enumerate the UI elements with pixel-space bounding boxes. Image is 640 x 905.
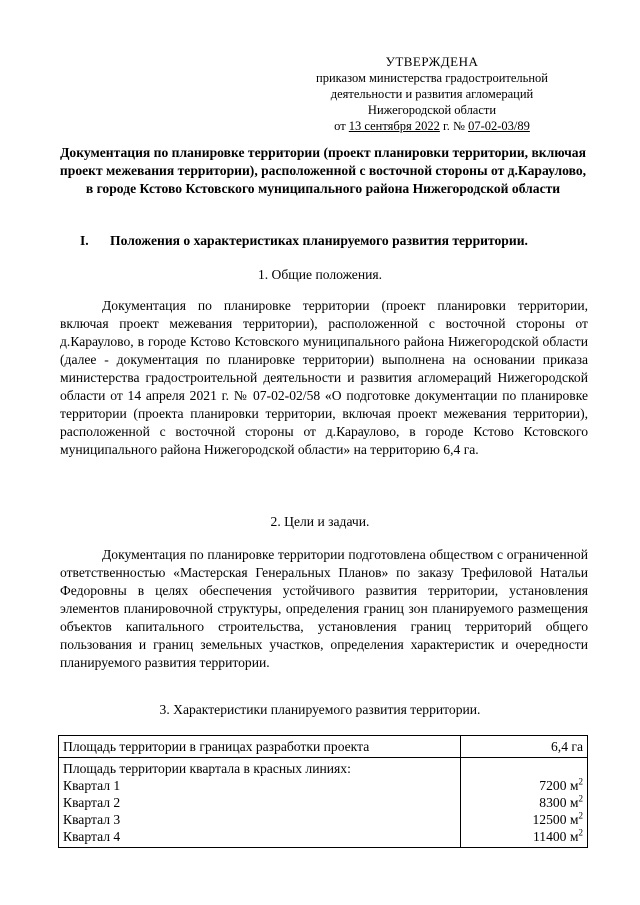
approval-date-suffix: г. №: [439, 119, 469, 133]
quarter-value-number: 11400: [533, 829, 567, 844]
table-cell-label: [59, 758, 461, 848]
quarter-value-unit: м: [569, 795, 579, 810]
approval-heading: УТВЕРЖДЕНА: [385, 54, 479, 69]
approval-date: 13 сентября 2022: [348, 119, 440, 133]
quarter-value: [465, 811, 583, 828]
subsection-characteristics: 3. Характеристики планируемого развития территории.: [159, 702, 481, 717]
quarter-label: Квартал 2: [63, 795, 121, 810]
document-title: Документация по планировке территории (проект планировки территории, включая проект межевания территории), расположенной с восточной стороны от д.Караулово, в городе Кстово Кстовского муниципального района Нижегородской области: [59, 145, 587, 196]
quarter-value-unit-sup: 2: [578, 827, 583, 838]
quarter-value-number: 7200: [539, 778, 567, 793]
approval-line-3: Нижегородской области: [367, 103, 497, 117]
paragraph-general: Документация по планировке территории (проект планировки территории, включая проект межевания территории), расположенной с восточной стороны от д.Караулово, в городе Кстово Кстовского муниципального района Нижегородской области (далее - документация по планировке территории) выполнена на основании приказа министерства градостроительной деятельности и развития агломераций Нижегородской области от 14 апреля 2021 г. № 07-02-02/58 «О подготовке документации по планировке территории (проекта планировки территории, включая проект межевания территории), расположенной с восточной стороны от д.Караулово, в городе Кстово Кстовского муниципального района Нижегородской области» на территорию 6,4 га.: [60, 298, 588, 457]
approval-date-prefix: от: [334, 119, 349, 133]
approval-stamp: [292, 54, 572, 134]
section-heading: [80, 233, 590, 249]
section-text: Положения о характеристиках планируемого развития территории.: [110, 233, 528, 248]
subsection-goals: 2. Цели и задачи.: [270, 514, 370, 529]
table-row: [59, 758, 588, 848]
table-cell-label: [59, 736, 461, 758]
quarter-value-unit-sup: 2: [578, 810, 583, 821]
quarter-label: Квартал 4: [63, 829, 121, 844]
quarter-value-unit-sup: 2: [578, 776, 583, 787]
quarter-value-number: 8300: [539, 795, 567, 810]
quarter-value-number: 12500: [532, 812, 567, 827]
row-value-total-area: 6,4 га: [551, 739, 583, 754]
quarter-label: Квартал 3: [63, 812, 121, 827]
table-row: [59, 736, 588, 758]
characteristics-table: [58, 735, 588, 848]
section-number: I.: [80, 233, 89, 248]
quarter-value: [465, 828, 583, 845]
table-cell-value: [461, 758, 588, 848]
quarter-value-unit: м: [569, 812, 579, 827]
paragraph-goals: Документация по планировке территории подготовлена обществом с ограниченной ответственностью «Мастерская Генеральных Планов» по заказу Трефиловой Натальи Федоровны в целях обеспечения устойчивого развития территории, установления элементов планировочной структуры, определения границ зон планируемого размещения объектов капитального строительства, установления границ территорий общего пользования и границ земельных участков, определения характеристик и очередности планируемого развития территории.: [60, 547, 588, 670]
quarter-value-header-spacer: [465, 760, 583, 777]
row-label-total-area: Площадь территории в границах разработки проекта: [63, 739, 370, 754]
quarter-value: [465, 794, 583, 811]
approval-number: 07-02-03/89: [468, 119, 530, 133]
table-cell-value: [461, 736, 588, 758]
approval-line-2: деятельности и развития агломераций: [330, 87, 534, 101]
row-label-quarter-header: Площадь территории квартала в красных линиях:: [63, 761, 351, 776]
quarter-value-unit: м: [569, 778, 579, 793]
quarter-value-unit-sup: 2: [578, 793, 583, 804]
approval-line-1: приказом министерства градостроительной: [316, 71, 548, 85]
subsection-general: 1. Общие положения.: [257, 267, 383, 282]
quarter-value-unit: м: [569, 829, 579, 844]
approval-date-line: [292, 118, 572, 134]
quarter-label: Квартал 1: [63, 778, 121, 793]
quarter-value: [465, 777, 583, 794]
